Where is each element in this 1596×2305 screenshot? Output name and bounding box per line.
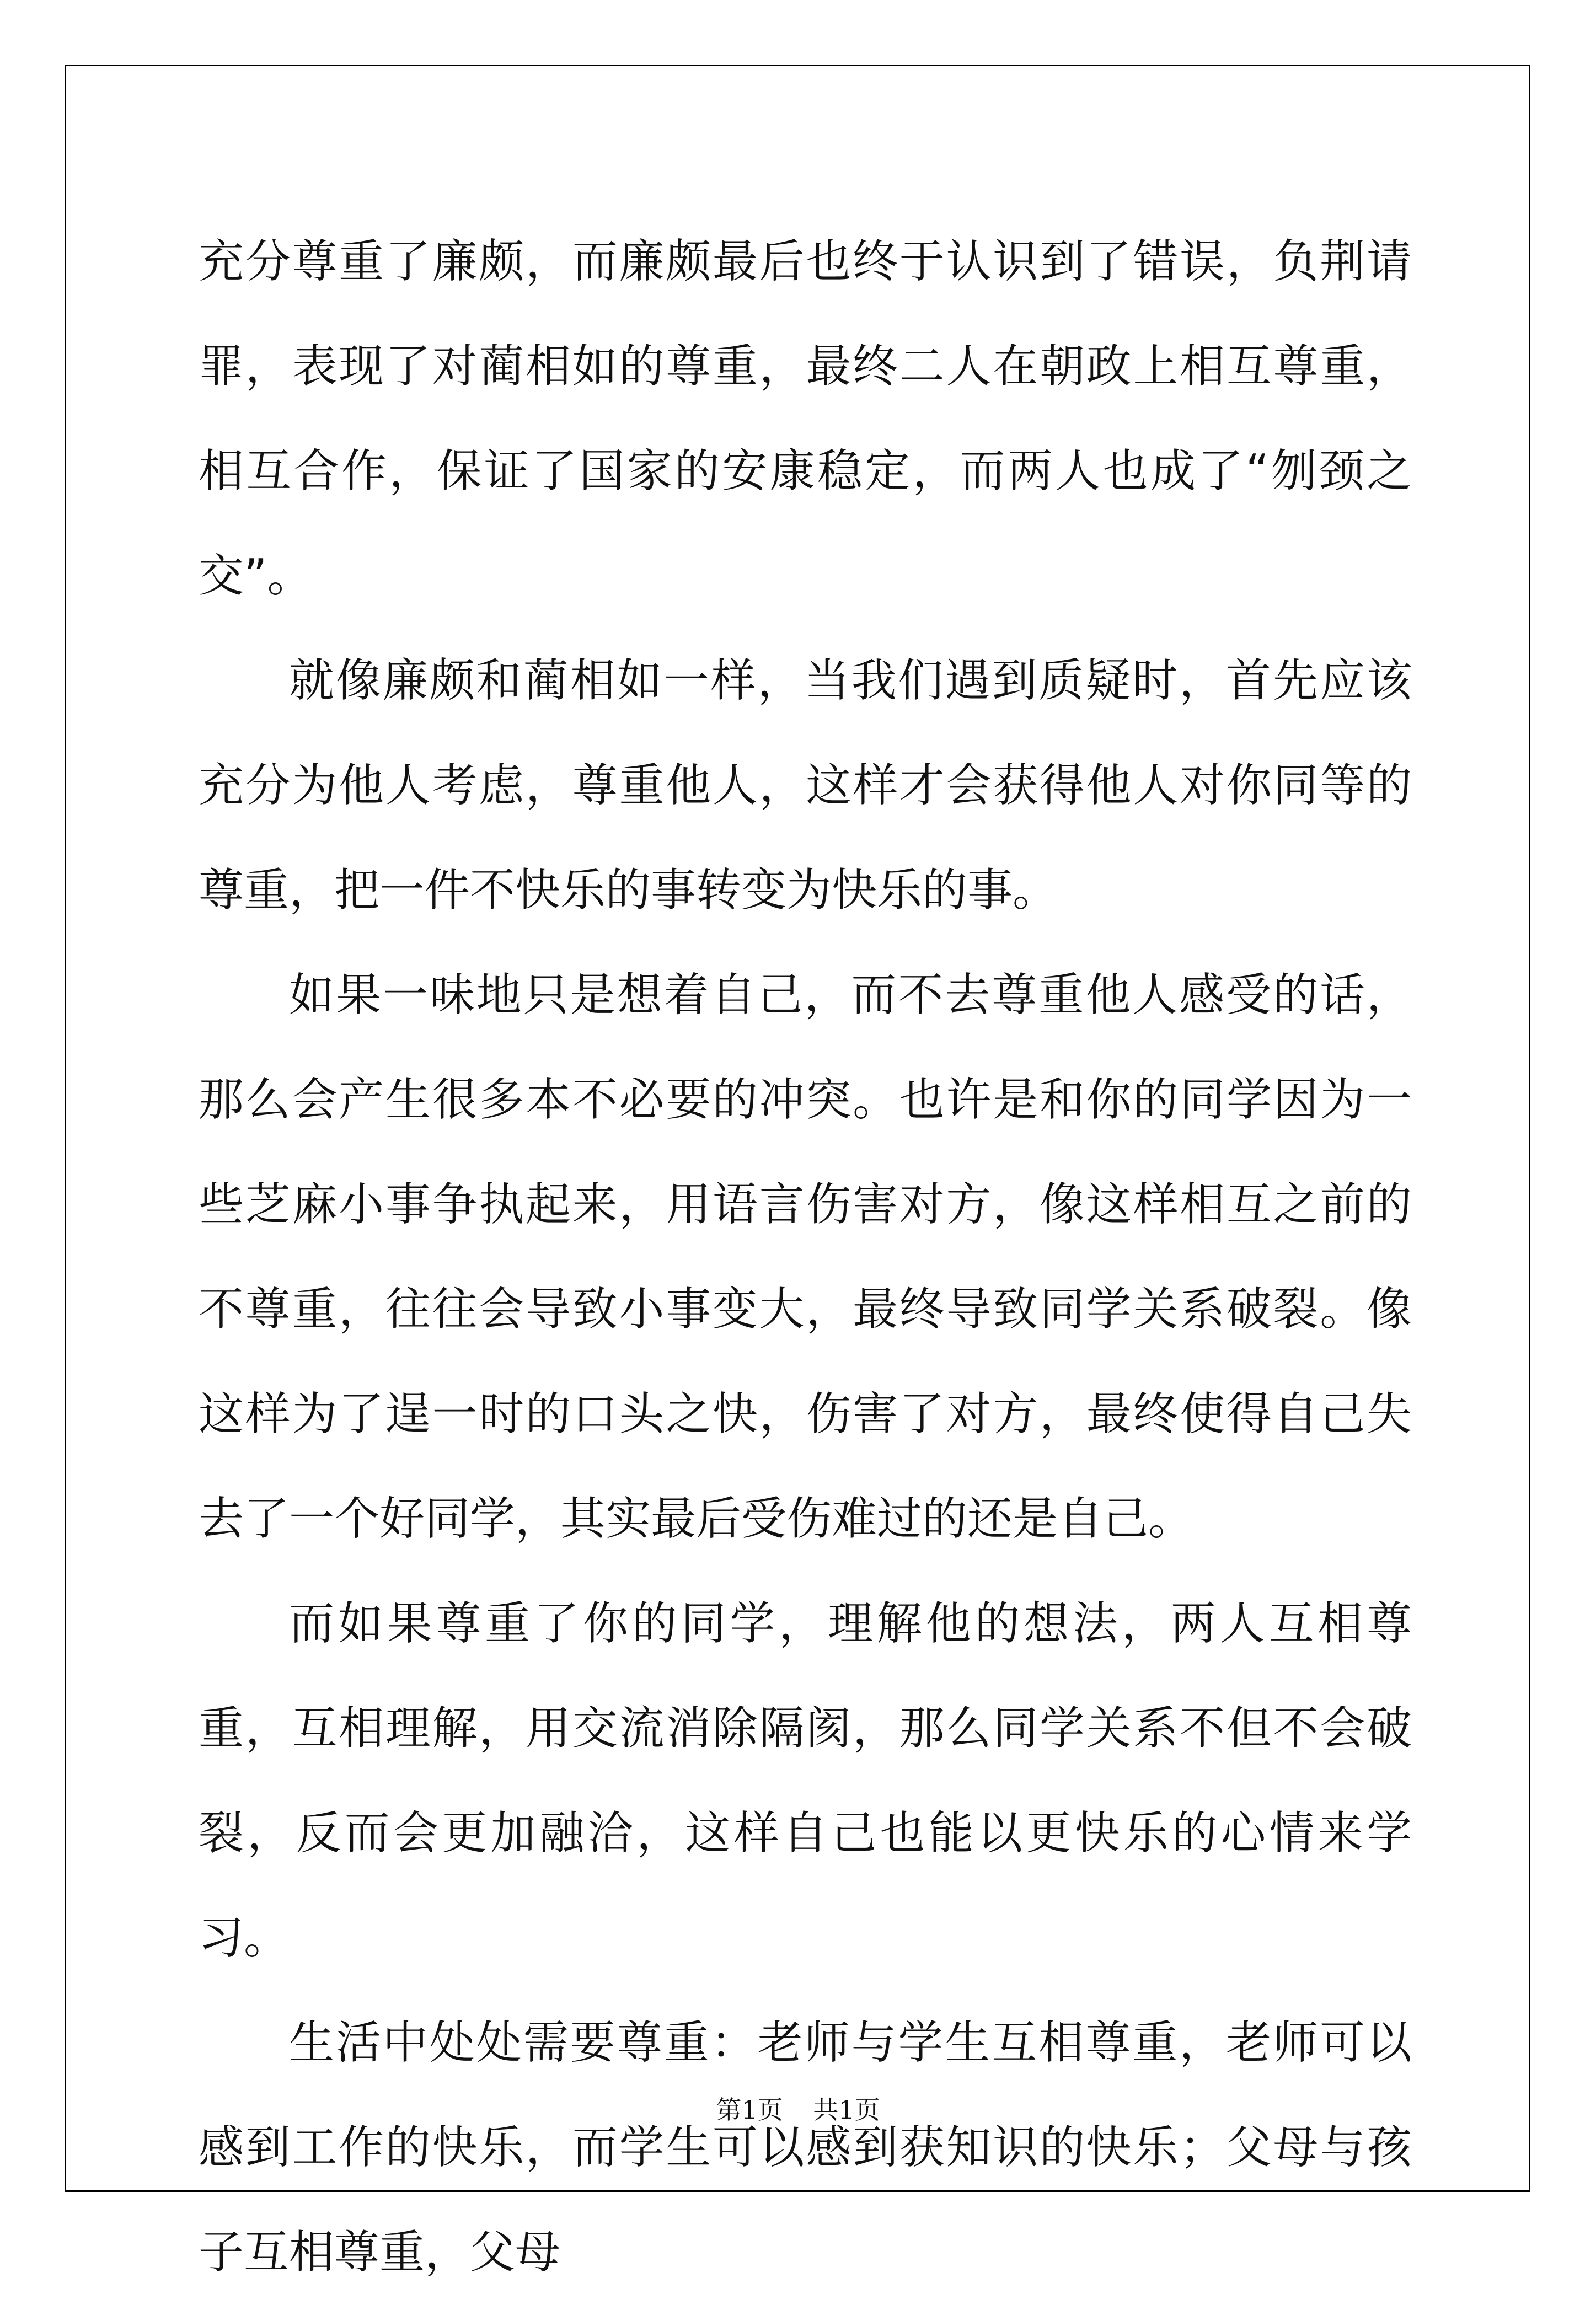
paragraph-2: 就像廉颇和蔺相如一样，当我们遇到质疑时，首先应该充分为他人考虑，尊重他人，这样才会获得他人对你同等的尊重，把一件不快乐的事转变为快乐的事。	[199, 655, 1412, 916]
document-body	[199, 210, 1412, 2305]
page-total: 共1页	[813, 2095, 880, 2125]
page-footer	[0, 2090, 1596, 2126]
paragraph-3: 如果一味地只是想着自己，而不去尊重他人感受的话，那么会产生很多本不必要的冲突。也许是和你的同学因为一些芝麻小事争执起来，用语言伤害对方，像这样相互之前的不尊重，往往会导致小事变大，最终导致同学关系破裂。像这样为了逞一时的口头之快，伤害了对方，最终使得自己失去了一个好同学，其实最后受伤难过的还是自己。	[199, 969, 1412, 1545]
paragraph-4: 而如果尊重了你的同学，理解他的想法，两人互相尊重，互相理解，用交流消除隔阂，那么同学关系不但不会破裂，反而会更加融洽，这样自己也能以更快乐的心情来学习。	[199, 1598, 1412, 1964]
page-number: 第1页	[716, 2095, 783, 2125]
paragraph-5: 生活中处处需要尊重：老师与学生互相尊重，老师可以感到工作的快乐，而学生可以感到获知识的快乐；父母与孩子互相尊重，父母	[199, 2017, 1412, 2279]
paragraph-1: 充分尊重了廉颇，而廉颇最后也终于认识到了错误，负荆请罪，表现了对蔺相如的尊重，最终二人在朝政上相互尊重，相互合作，保证了国家的安康稳定，而两人也成了“刎颈之交”。	[199, 235, 1412, 602]
